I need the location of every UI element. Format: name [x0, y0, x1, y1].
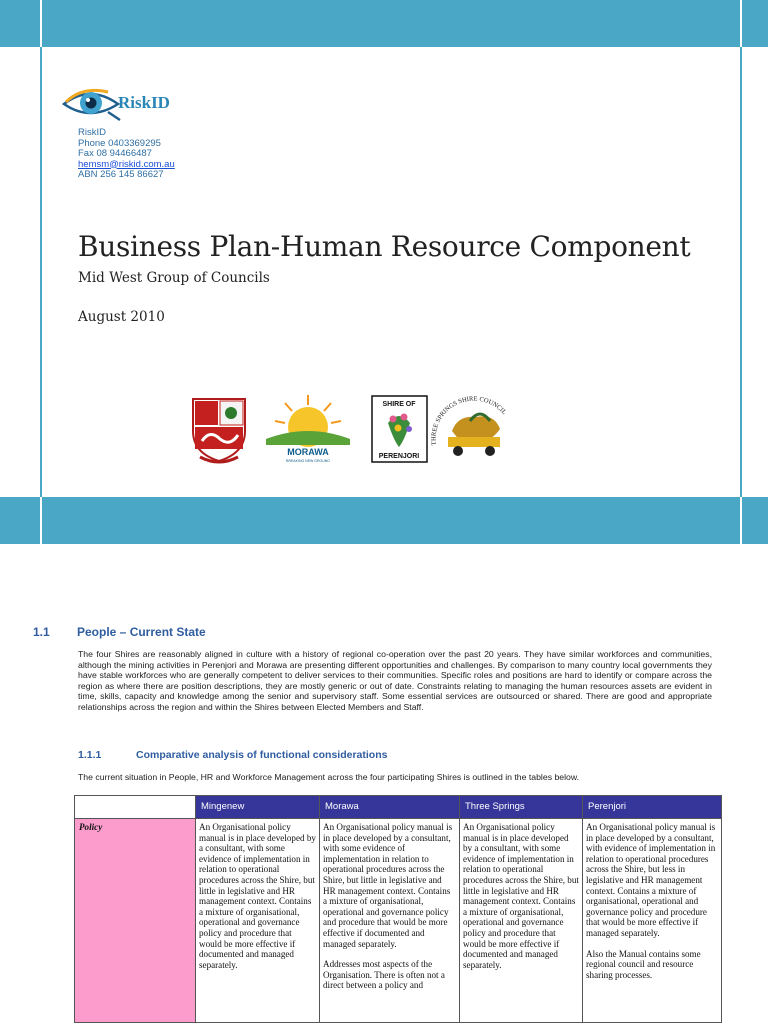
contact-phone: Phone 0403369295	[78, 137, 161, 149]
subsection-title: Comparative analysis of functional considerations	[136, 749, 388, 761]
band-divider	[740, 0, 742, 47]
contact-fax: Fax 08 94466487	[78, 148, 152, 159]
cover-top-band	[0, 0, 768, 47]
column-header-three-springs: Three Springs	[460, 796, 583, 819]
perenjori-badge-icon	[372, 396, 427, 462]
three-springs-label: THREE SPRINGS SHIRE COUNCIL	[430, 395, 508, 446]
morawa-label: MORAWA	[287, 447, 329, 457]
table-corner-cell	[75, 796, 196, 819]
morawa-logo-icon	[266, 395, 350, 463]
cell-paragraph: An Organisational policy manual is in place developed by a consultant, with evidence of implementation in relation to operational procedures across the Shire, but less in legislative and HR management context. Contains a mixture of organisational, operational and governance policy and procedure that would be more effective if managed separately.	[586, 822, 716, 938]
column-header-morawa: Morawa	[320, 796, 460, 819]
band-divider	[40, 497, 42, 544]
column-header-perenjori: Perenjori	[583, 796, 722, 819]
cell-paragraph: An Organisational policy manual is in place developed by a consultant, with some evidence of implementation in relation to operational procedures across the Shire, but little in legislative and HR management context. Contains a mixture of organisational, operational and governance policy and procedure that would be more effective if documented and managed separately.	[199, 822, 316, 970]
council-crests	[190, 393, 530, 465]
contact-block	[78, 128, 175, 181]
table-header-row	[75, 796, 722, 819]
section-paragraph: The four Shires are reasonably aligned in culture with a history of regional co-operation over the past 20 years. They have similar workforces and communities, although the mining activities in Perenjori and Morawa are presenting different opportunities and challenges. By comparison to many country local governments they have stable workforces who are generally competent to deliver services to their communities. Specific roles and positions are hard to identify or compare across the region as where there are position descriptions, they are mostly generic or out of date. Constraints relating to managing the human resources assets are evident in time, skills, capacity and knowledge among the senior and supervisory staff. Some essential services are outsourced or shared. There are good and appropriate relationships across the region and within the Shires between Elected Members and Staff.	[78, 649, 712, 712]
cover-bottom-band	[0, 497, 768, 544]
table-row	[75, 819, 722, 1023]
cell-three-springs-policy	[460, 819, 583, 1023]
document-subtitle: Mid West Group of Councils	[78, 270, 270, 286]
cell-paragraph: An Organisational policy manual is in place developed by a consultant, with some evidence of implementation in relation to operational procedures across the Shire, but little in legislative and HR management context. Contains a mixture of organisational, operational and governance policy and procedure that would be more effective if documented and managed separately.	[323, 822, 453, 949]
section-title: People – Current State	[77, 625, 206, 639]
subsection-number: 1.1.1	[78, 749, 102, 761]
contact-abn: ABN 256 145 86627	[78, 169, 164, 180]
contact-name: RiskID	[78, 127, 106, 138]
comparison-table	[74, 795, 722, 1023]
cell-paragraph: An Organisational policy manual is in place developed by a consultant, with some evidence of implementation in relation to operational procedures across the Shire, but little in legislative and HR management context. Contains a mixture of organisational, operational and governance policy and procedure that would be more effective if documented and managed separately.	[463, 822, 579, 970]
document-date: August 2010	[78, 309, 165, 325]
section-heading	[33, 625, 206, 639]
mingenew-crest-icon	[193, 399, 245, 462]
column-header-mingenew: Mingenew	[196, 796, 320, 819]
logo-wordmark: RiskID	[118, 93, 170, 112]
document-title: Business Plan-Human Resource Component	[78, 230, 691, 263]
section-number: 1.1	[33, 625, 50, 639]
perenjori-label-bottom: PERENJORI	[378, 453, 420, 460]
cell-mingenew-policy	[196, 819, 320, 1023]
cell-paragraph: Also the Manual contains some regional council and resource sharing processes.	[586, 948, 701, 980]
subsection-heading	[78, 749, 387, 761]
cover-left-rule	[40, 0, 42, 544]
morawa-tagline: BREAKING NEW GROUND	[286, 459, 330, 463]
row-header-policy: Policy	[75, 819, 196, 1023]
contact-email-link[interactable]: hemsm@riskid.com.au	[78, 158, 175, 170]
cell-paragraph: Addresses most aspects of the Organisation. There is often not a direct between a policy and	[323, 959, 445, 991]
cell-morawa-policy	[320, 819, 460, 1023]
subsection-intro: The current situation in People, HR and Workforce Management across the four participating Shires is outlined in the tables below.	[78, 772, 580, 782]
perenjori-label-top: SHIRE OF	[382, 401, 416, 408]
cell-perenjori-policy	[583, 819, 722, 1023]
cover-right-rule	[740, 0, 742, 544]
band-divider	[40, 0, 42, 47]
band-divider	[740, 497, 742, 544]
three-springs-logo-icon	[431, 395, 512, 456]
